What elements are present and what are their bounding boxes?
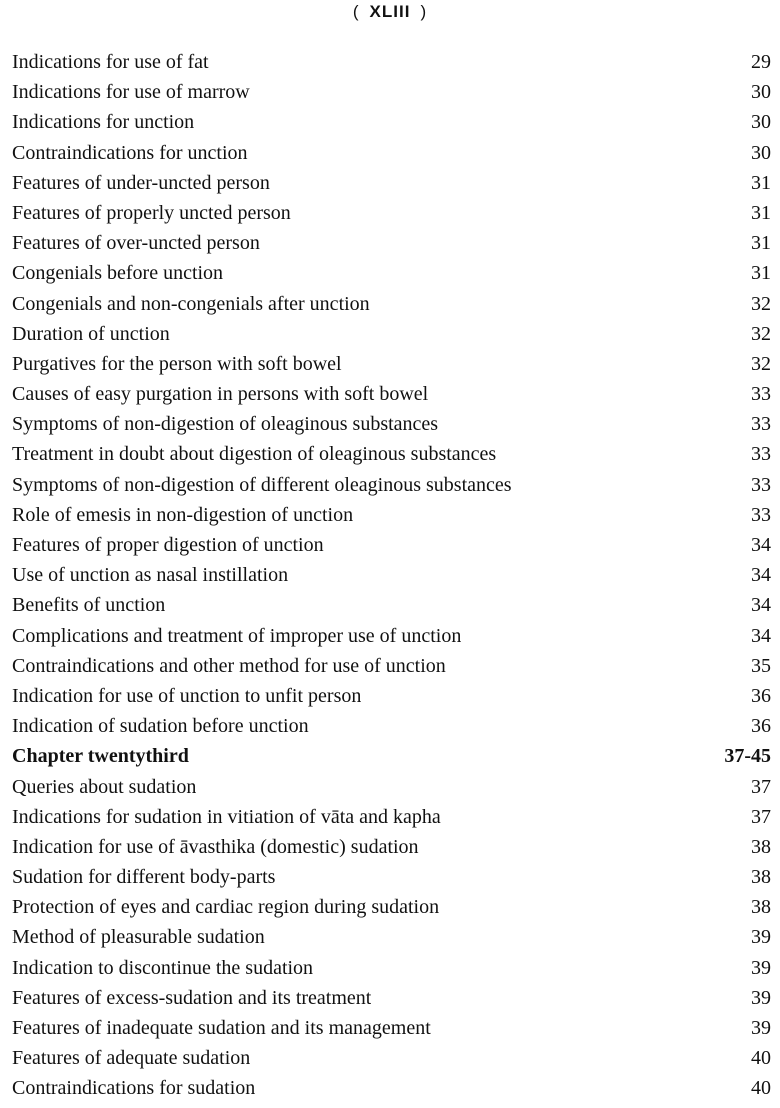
toc-entry xyxy=(12,138,771,168)
toc-entry-title: Contraindications for unction xyxy=(12,141,248,164)
toc-entry-page: 34 xyxy=(751,534,771,556)
toc-entry-page: 40 xyxy=(751,1047,771,1070)
toc-entry-title: Indication to discontinue the sudation xyxy=(12,956,314,979)
toc-entry-page: 29 xyxy=(751,51,771,73)
toc-entry xyxy=(12,500,771,530)
toc-entry xyxy=(12,289,771,319)
toc-entry-title: Duration of unction xyxy=(12,322,170,345)
toc-entry xyxy=(12,772,771,802)
toc-entry xyxy=(12,77,771,107)
table-of-contents xyxy=(12,47,771,1104)
toc-entry-title: Benefits of unction xyxy=(12,594,166,617)
toc-entry-page: 31 xyxy=(751,262,771,285)
toc-entry-page: 32 xyxy=(751,292,771,315)
toc-entry-title: Congenials before unction xyxy=(12,262,224,285)
toc-entry-page: 30 xyxy=(751,141,771,164)
toc-entry-title: Symptoms of non-digestion of oleaginous substances xyxy=(12,413,439,436)
toc-entry xyxy=(12,802,771,832)
toc-entry xyxy=(12,681,771,711)
toc-entry-title: Indications for use of fat xyxy=(12,51,209,73)
toc-entry-title: Method of pleasurable sudation xyxy=(12,926,265,949)
header-close-paren: ) xyxy=(420,2,428,21)
toc-entry-page: 36 xyxy=(751,715,771,738)
toc-entry-page: 34 xyxy=(751,624,771,647)
toc-entry-page: 30 xyxy=(751,81,771,104)
toc-entry-title: Queries about sudation xyxy=(12,775,197,798)
toc-entry-title: Features of properly uncted person xyxy=(12,201,291,224)
toc-entry-page: 39 xyxy=(751,1017,771,1039)
toc-entry-title: Indications for use of marrow xyxy=(12,81,250,104)
toc-entry xyxy=(12,590,771,620)
toc-entry xyxy=(12,319,771,349)
header-open-paren: ( xyxy=(352,2,360,21)
toc-entry-title: Indications for sudation in vitiation of vāta and kapha xyxy=(12,805,441,828)
toc-entry-page: 32 xyxy=(751,322,771,345)
toc-entry-page: 38 xyxy=(751,835,771,858)
toc-entry-page: 39 xyxy=(751,956,771,979)
toc-entry-page: 33 xyxy=(751,503,771,526)
toc-entry xyxy=(12,922,771,952)
toc-entry-title: Contraindications and other method for use of unction xyxy=(12,654,446,677)
toc-entry-page: 38 xyxy=(751,866,771,889)
toc-entry-title: Sudation for different body-parts xyxy=(12,866,276,889)
toc-entry-title: Indication for use of unction to unfit person xyxy=(12,684,362,707)
toc-entry-page: 32 xyxy=(751,352,771,375)
toc-entry-page: 40 xyxy=(751,1077,771,1100)
toc-entry-page: 31 xyxy=(751,171,771,194)
toc-entry-page: 34 xyxy=(751,564,771,587)
toc-entry xyxy=(12,349,771,379)
toc-entry xyxy=(12,47,771,77)
toc-entry-page: 30 xyxy=(751,111,771,134)
toc-entry xyxy=(12,621,771,651)
toc-entry-title: Complications and treatment of improper use of unction xyxy=(12,624,462,647)
toc-entry-page: 31 xyxy=(751,232,771,255)
toc-entry-page: 36 xyxy=(751,684,771,707)
toc-entry-page: 33 xyxy=(751,383,771,406)
chapter-title: Chapter twentythird xyxy=(12,745,189,768)
toc-entry-page: 33 xyxy=(751,443,771,466)
toc-entry-title: Role of emesis in non-digestion of unction xyxy=(12,503,354,526)
toc-entry xyxy=(12,953,771,983)
toc-entry xyxy=(12,1043,771,1073)
toc-entry xyxy=(12,228,771,258)
chapter-heading-row xyxy=(12,741,771,771)
toc-entry xyxy=(12,651,771,681)
toc-entry xyxy=(12,198,771,228)
toc-entry xyxy=(12,983,771,1013)
toc-entry-title: Use of unction as nasal instillation xyxy=(12,564,289,587)
toc-entry-title: Congenials and non-congenials after unction xyxy=(12,292,370,315)
toc-entry-title: Contraindications for sudation xyxy=(12,1077,256,1100)
toc-entry-page: 38 xyxy=(751,896,771,919)
toc-entry xyxy=(12,379,771,409)
toc-entry xyxy=(12,1073,771,1103)
page-number-roman: XLIII xyxy=(369,2,411,21)
toc-entry xyxy=(12,258,771,288)
toc-entry xyxy=(12,439,771,469)
toc-entry-title: Indication for use of āvasthika (domestic) sudation xyxy=(12,835,419,858)
toc-entry xyxy=(12,892,771,922)
toc-entry-title: Treatment in doubt about digestion of oleaginous substances xyxy=(12,443,497,466)
toc-entry xyxy=(12,711,771,741)
toc-entry xyxy=(12,862,771,892)
toc-entry-title: Indication of sudation before unction xyxy=(12,715,309,738)
toc-entry-page: 34 xyxy=(751,594,771,617)
chapter-page-range: 37-45 xyxy=(724,745,771,768)
toc-entry-title: Features of over-uncted person xyxy=(12,232,260,255)
toc-entry-title: Purgatives for the person with soft bowel xyxy=(12,352,342,375)
toc-entry-page: 37 xyxy=(751,805,771,828)
toc-entry-title: Causes of easy purgation in persons with soft bowel xyxy=(12,383,429,406)
toc-entry-title: Symptoms of non-digestion of different oleaginous substances xyxy=(12,473,512,496)
toc-entry-page: 33 xyxy=(751,413,771,436)
toc-entry-title: Features of inadequate sudation and its management xyxy=(12,1017,431,1039)
toc-entry-page: 39 xyxy=(751,926,771,949)
toc-entry-page: 35 xyxy=(751,654,771,677)
toc-entry xyxy=(12,107,771,137)
toc-entry xyxy=(12,832,771,862)
toc-entry-title: Features of excess-sudation and its treatment xyxy=(12,986,372,1009)
toc-entry-page: 39 xyxy=(751,986,771,1009)
toc-entry-title: Features of under-uncted person xyxy=(12,171,270,194)
toc-entry-title: Features of adequate sudation xyxy=(12,1047,251,1070)
toc-entry-page: 31 xyxy=(751,201,771,224)
page-header xyxy=(0,2,780,22)
toc-entry xyxy=(12,530,771,560)
toc-entry-title: Protection of eyes and cardiac region during sudation xyxy=(12,896,440,919)
toc-entry-page: 37 xyxy=(751,775,771,798)
toc-entry xyxy=(12,470,771,500)
toc-entry xyxy=(12,409,771,439)
toc-entry xyxy=(12,1013,771,1043)
toc-entry-page: 33 xyxy=(751,473,771,496)
toc-entry-title: Features of proper digestion of unction xyxy=(12,534,324,556)
toc-entry-title: Indications for unction xyxy=(12,111,195,134)
toc-entry xyxy=(12,168,771,198)
toc-entry xyxy=(12,560,771,590)
